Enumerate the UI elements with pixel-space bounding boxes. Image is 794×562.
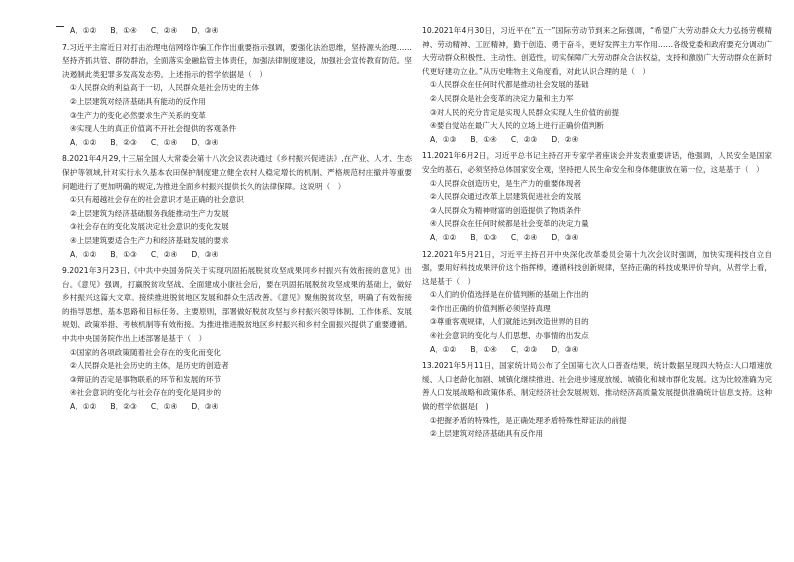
question-10-answers: A．①③ B．①④ C．②③ D．②④: [430, 134, 579, 144]
question-10-option: ③对人民的充分肯定是实现人民群众实现人生价值的前提: [430, 107, 620, 117]
question-13-option: ②上层建筑对经济基础具有反作用: [430, 429, 544, 439]
question-8-stem: 8.2021年4月29,十三届全国人大常委会第十八次会议表决通过《乡村振兴促进法》,在产业、人才、生态保护等领域,针对实行永久基本农田保护制度建立健全农村人稳定增长的机制、严格规范村庄撤并等重要问题进行了更加明确的规定,为推进全面乡村振兴提供长久的法律保障。这说明（ ）: [62, 154, 412, 191]
question-12-option: ③尊重客观规律，人们就能达到改造世界的目的: [430, 317, 589, 327]
question-13-stem: 13.2021年5月11日，国家统计局公布了全国第七次人口普查结果，统计数据呈现四大特点:人口增速放缓、人口老龄化加剧、城镇化继续推进、社会进步速度放缓、城镇化和城市群化发展。这为比较准确为完善人口发展战略和政策体系、制定经济社会发展规划、推动经济高质量发展提供准确统计信息支持。这种做的哲学依据是( ): [422, 361, 772, 412]
question-11-option: ③人民群众为精神财富的创造提供了物质条件: [430, 205, 582, 215]
question-13-option: ①把握矛盾的特殊性，是正确处理矛盾特殊性辩证法的前提: [430, 415, 627, 425]
question-9-option: ①国家的各项政策随着社会存在的变化而变化: [70, 347, 222, 357]
question-8-answers: A．①② B．①③ C．②④ D．③④: [70, 249, 219, 259]
question-8-option: ①只有超越社会存在的社会意识才是正确的社会意识: [70, 195, 244, 205]
question-12-option: ②作出正确的价值判断必须坚持真理: [430, 303, 551, 313]
question-12-answers: A．①② B．①④ C．②③ D．③④: [430, 344, 579, 354]
question-10-stem: 10.2021年4月30日，习近平在“五一”国际劳动节到来之际强调，“希望广大劳动群众大力弘扬劳模精神、劳动精神、工匠精神，勤于创造、勇于奋斗，更好发挥主力军作用……各级党委和政府要充分调动广大劳动群众积极性、主动性、创造性，切实保障广大劳动群众合法权益，支持和激励广大劳动群众在新时代更好建功立业。”从历史唯物主义角度看，对此认识合理的是（ ）: [422, 26, 772, 76]
question-8-option: ②上层建筑为经济基础服务我能推动生产力发展: [70, 208, 229, 218]
question-9-option: ③辩证的否定是事物联系的环节和发展的环节: [70, 374, 222, 384]
question-8-option: ④上层建筑要适合生产力和经济基础发展的要求: [70, 235, 229, 245]
question-10-option: ①人民群众在任何时代都是推动社会发展的基础: [430, 80, 589, 90]
question-10-option: ②人民群众是社会变革的决定力量和主力军: [430, 93, 574, 103]
right-column: [422, 24, 772, 441]
question-12-stem: 12.2021年5月21日，习近平主持召开中央深化改革委员会第十九次会议时强调，加快实现科技自立自强，要用好科技成果评价这个指挥棒，遵循科技创新规律，坚持正确的科技成果评价导向，从哲学上看，这是基于（ ）: [422, 249, 772, 286]
question-10-option: ④要自觉站在最广大人民的立场上进行正确价值判断: [430, 121, 604, 131]
question-11-answers: A．①② B．①③ C．②④ D．③④: [430, 232, 579, 242]
question-9-stem: 9.2021年3月23日,《中共中央国务院关于实现巩固拓展脱贫攻坚成果同乡村振兴有效衔接的意见》出台。《意见》强调，打赢脱贫攻坚战、全面建成小康社会后，要在巩固拓展脱贫攻坚成果的基础上，做好乡村振兴这篇大文章。接续推进脱贫地区发展和群众生活改善。《意见》聚焦脱贫攻坚，明确了有效衔接的指导思想、基本思路和目标任务、主要原则，部署做好脱贫攻坚与乡村振兴领导体制、工作体系、发展规划、政策举措、考核机制等有效衔接。为推进推进脱贫地区乡村振兴和乡村全面振兴提供了重要遵循。中共中央国务院作出上述部署是基于（ ）: [62, 266, 412, 344]
question-7-option: ①人民群众的利益高于一切，人民群众是社会历史的主体: [70, 83, 260, 93]
question-7-option: ②上层建筑对经济基础具有能动的反作用: [70, 96, 206, 106]
question-11-option: ①人民群众创造历史，是生产力的重要体现者: [430, 178, 582, 188]
question-7-answers: A．①② B．②③ C．①④ D．③④: [70, 137, 219, 147]
question-7-stem: 7.习近平主席近日对打击治理电信网络诈骗工作作出重要指示强调，要强化法治思维，坚持源头治理……坚持齐抓共管、群防群治，全面落实金融监管主体责任，加强法律制度建设，加强社会宣传教育防范。坚决遏制此类犯罪多发高发态势。上述指示的哲学依据是（ ）: [62, 42, 412, 79]
left-column: [62, 24, 412, 414]
question-9-option: ④社会意识的变化与社会存在的变化是同步的: [70, 388, 222, 398]
question-7-option: ④实现人生的真正价值离不开社会提供的客观条件: [70, 124, 237, 134]
question-11-option: ④人民群众在任何时候都是社会变革的决定力量: [430, 219, 589, 229]
question-12-option: ④社会意识的变化与人们思想、办事情的出发点: [430, 331, 589, 341]
question-11-option: ②人民群众通过改革上层建筑促进社会的发展: [430, 192, 582, 202]
question-12-option: ①人们的价值选择是在价值判断的基础上作出的: [430, 290, 589, 300]
prev-answer-choices: A．①② B．①④ C．②④ D．③④: [70, 26, 219, 35]
question-11-stem: 11.2021年6月2日，习近平总书记主持召开专家学者座谈会并发表重要讲话，他强调，人民安全是国家安全的基石，必须坚持总体国家安全观，坚持把人民生命安全和身体健康放在第一位，这是基于（ ）: [422, 151, 772, 174]
question-9-option: ②人民群众是社会历史的主体，是历史的创造者: [70, 361, 229, 371]
question-9-answers: A．①② B．②③ C．①④ D．③④: [70, 402, 219, 412]
question-8-option: ③社会存在的变化发展决定社会意识的变化发展: [70, 222, 229, 232]
question-7-option: ③生产力的变化必然要求生产关系的变革: [70, 110, 206, 120]
